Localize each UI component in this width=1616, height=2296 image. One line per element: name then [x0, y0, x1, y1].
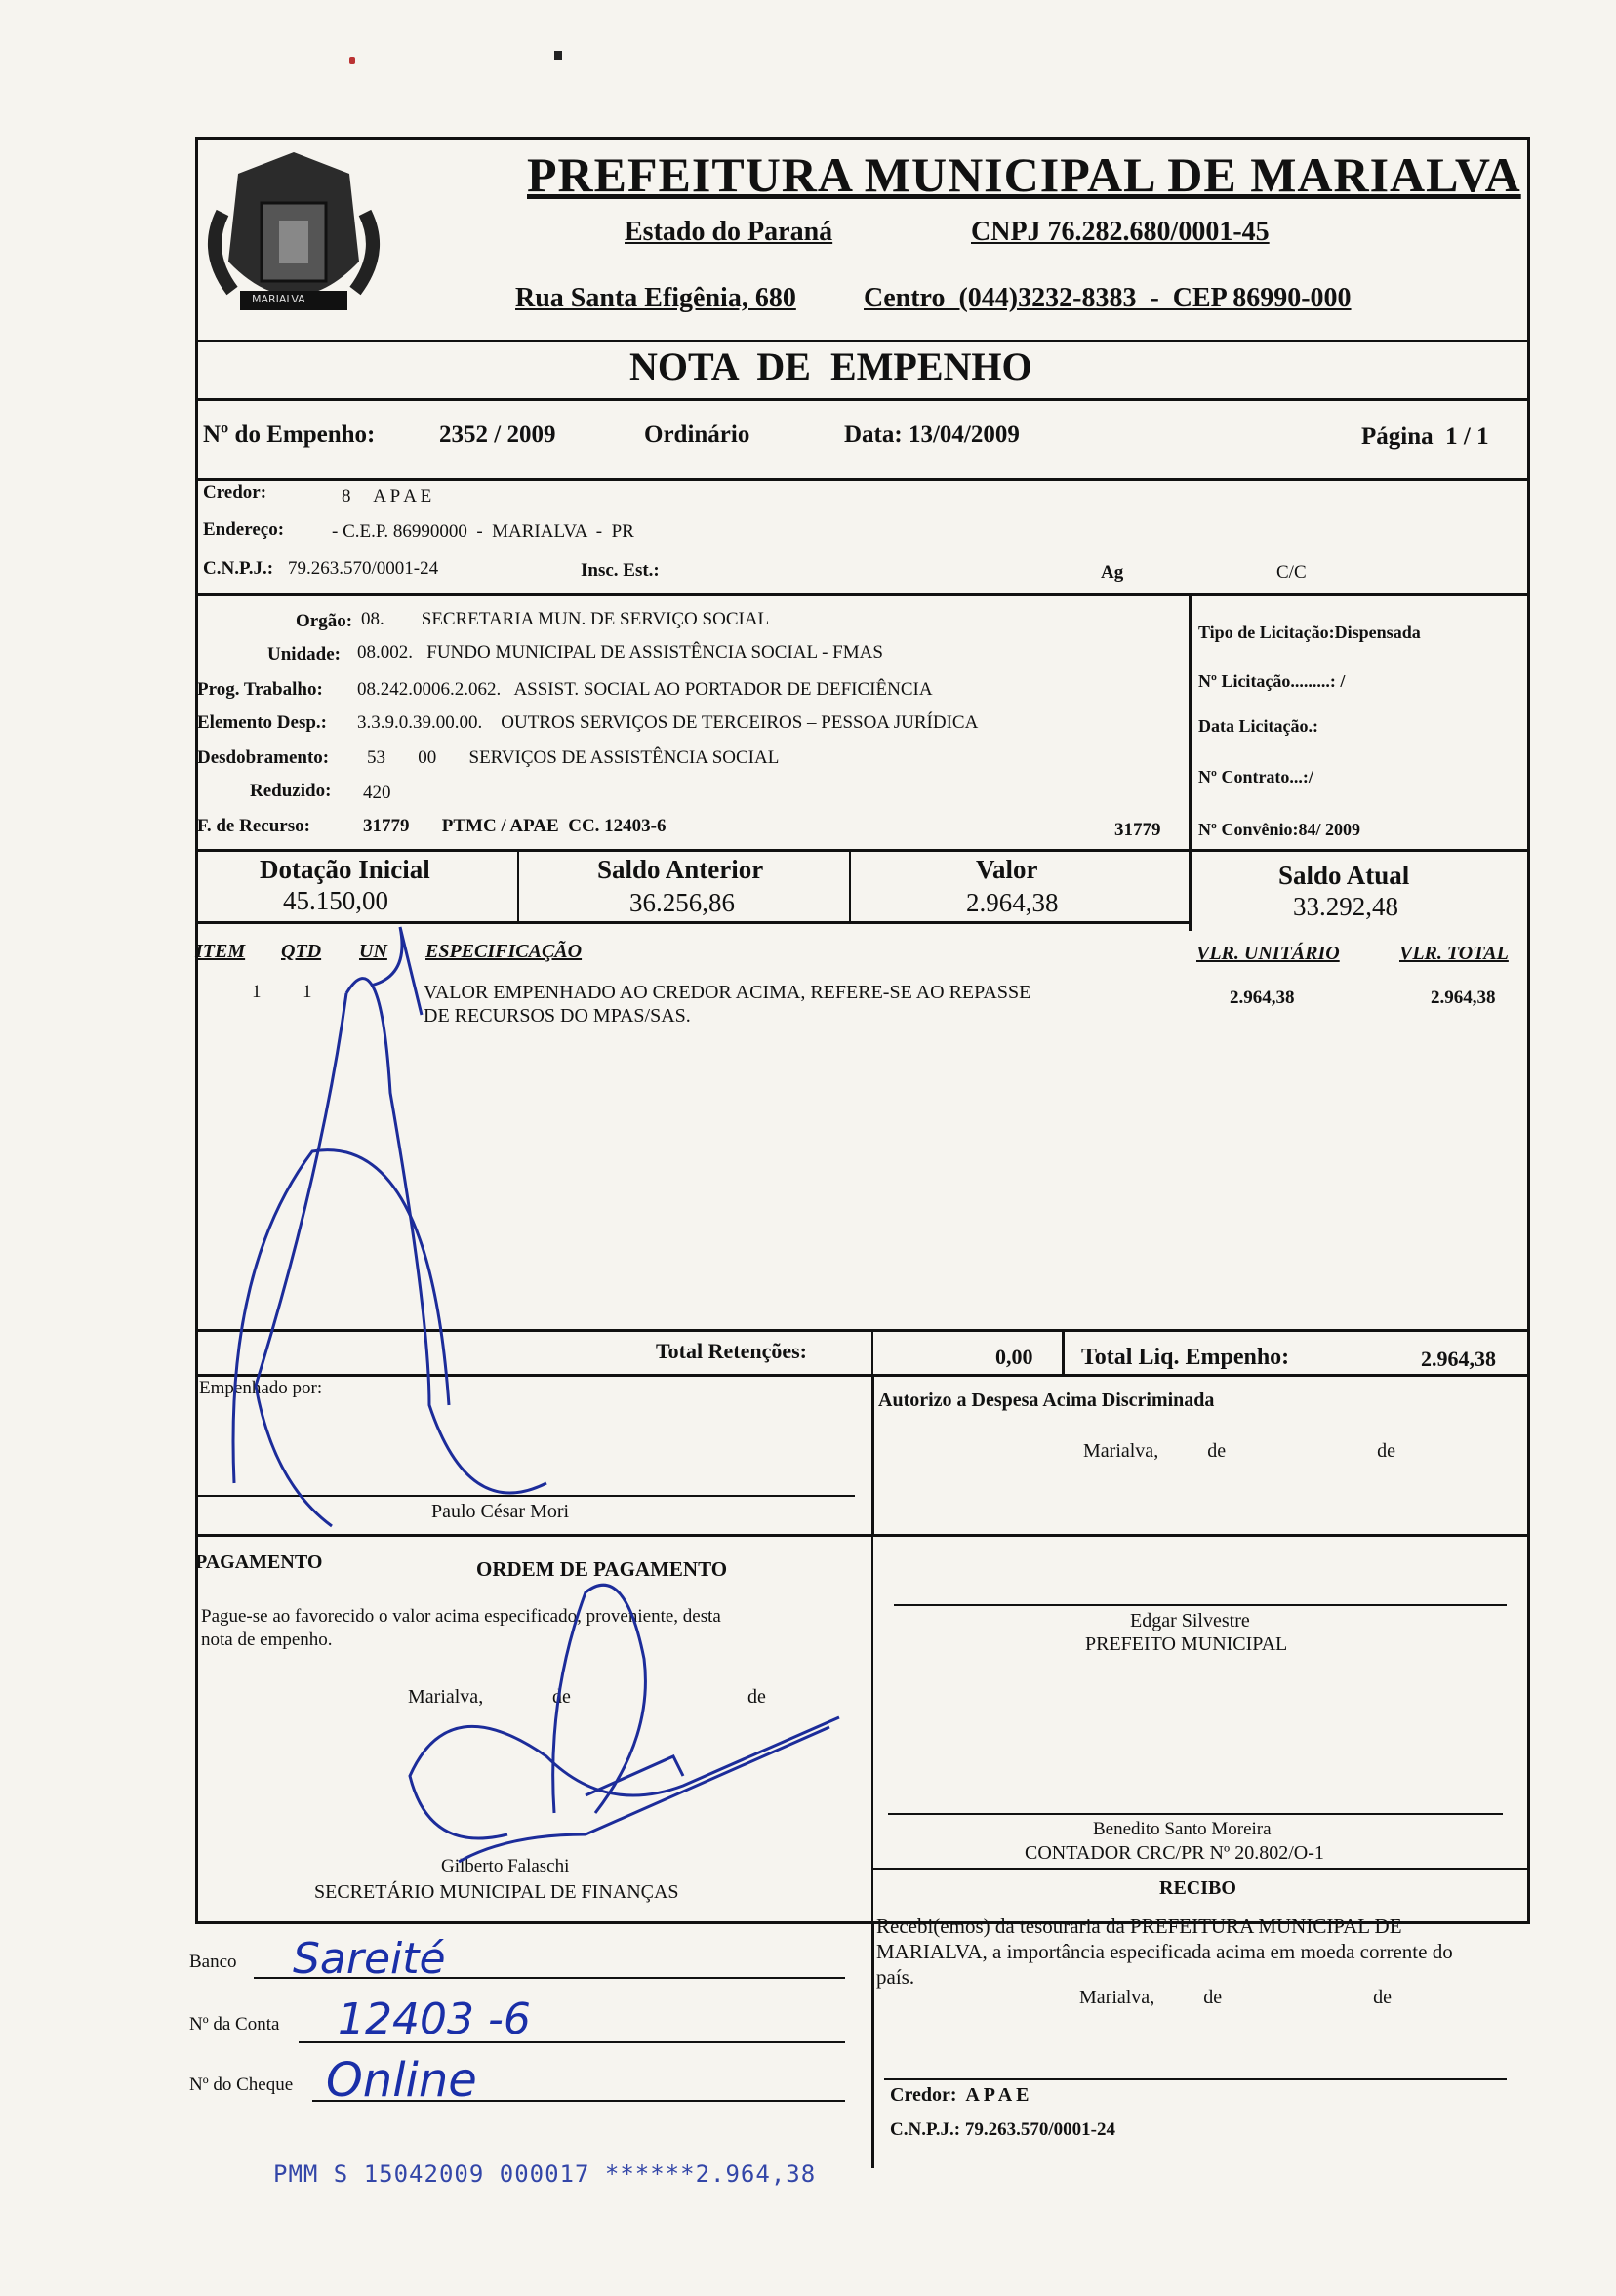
cnpj-value: 79.263.570/0001-24	[288, 558, 439, 579]
prefeito-name: Edgar Silvestre	[1130, 1610, 1250, 1631]
liq-empenho-label: Total Liq. Empenho:	[1081, 1345, 1290, 1370]
insc-label: Insc. Est.:	[581, 560, 660, 581]
dotacao-value: 45.150,00	[283, 886, 388, 915]
secretario-name: Gilberto Falaschi	[441, 1856, 570, 1876]
banco-label: Banco	[189, 1952, 237, 1972]
divider	[871, 1534, 873, 1924]
divider	[195, 921, 1191, 924]
banco-value: Sareité	[293, 1934, 446, 1984]
divider	[871, 1868, 1530, 1870]
address-label: Centro (044)3232-8383 - CEP 86990-000	[864, 283, 1352, 313]
scan-mark	[349, 57, 355, 64]
saldo-anterior-value: 36.256,86	[629, 888, 735, 917]
recibo-text-2: MARIALVA, a importância especificada acima em moeda corrente do	[876, 1940, 1453, 1963]
conta-label: Nº da Conta	[189, 2014, 280, 2034]
recurso-code: 31779	[1114, 820, 1161, 840]
row-item: 1	[252, 982, 262, 1002]
valor-value: 2.964,38	[966, 888, 1059, 917]
document-frame	[195, 137, 1530, 1924]
desdob-value: 53 00 SERVIÇOS DE ASSISTÊNCIA SOCIAL	[367, 747, 780, 768]
page-title: PREFEITURA MUNICIPAL DE MARIALVA	[527, 147, 1521, 202]
saldo-atual-value: 33.292,48	[1293, 892, 1398, 921]
prog-value: 08.242.0006.2.062. ASSIST. SOCIAL AO PORTADOR DE DEFICIÊNCIA	[357, 679, 933, 700]
street-label: Rua Santa Efigênia, 680	[515, 283, 796, 313]
recibo-title: RECIBO	[1159, 1877, 1236, 1899]
divider	[1189, 593, 1192, 849]
signature-line	[888, 1813, 1503, 1815]
divider	[195, 1329, 1530, 1332]
divider	[849, 849, 851, 921]
reduzido-value: 420	[363, 783, 391, 803]
recurso-value: 31779 PTMC / APAE CC. 12403-6	[363, 816, 667, 836]
col-especificacao: ESPECIFICAÇÃO	[425, 941, 583, 962]
unidade-value: 08.002. FUNDO MUNICIPAL DE ASSISTÊNCIA SOCIAL - FMAS	[357, 642, 883, 663]
reduzido-label: Reduzido:	[250, 781, 332, 801]
empenho-number-label: Nº do Empenho:	[203, 422, 376, 448]
page-number: Página 1 / 1	[1361, 423, 1489, 450]
recibo-text-1: Recebi(emos) da tesouraria da PREFEITURA MUNICIPAL DE	[876, 1914, 1402, 1938]
col-vlr-total: VLR. TOTAL	[1399, 943, 1509, 964]
divider	[195, 398, 1530, 401]
licitacao-convenio: Nº Convênio:84/ 2009	[1198, 820, 1360, 839]
licitacao-data: Data Licitação.:	[1198, 716, 1318, 736]
divider	[195, 849, 1530, 852]
prefeito-title: PREFEITO MUNICIPAL	[1085, 1633, 1288, 1655]
secretario-title: SECRETÁRIO MUNICIPAL DE FINANÇAS	[314, 1881, 679, 1903]
empenho-date: Data: 13/04/2009	[844, 422, 1020, 448]
recibo-credor: Credor: A P A E	[890, 2084, 1030, 2106]
credor-label: Credor:	[203, 482, 267, 503]
saldo-anterior-label: Saldo Anterior	[597, 855, 764, 884]
cheque-value: Online	[326, 2053, 477, 2108]
divider	[195, 478, 1530, 481]
saldo-atual-label: Saldo Atual	[1278, 861, 1410, 890]
desdob-label: Desdobramento:	[197, 747, 330, 768]
endereco-value: - C.E.P. 86990000 - MARIALVA - PR	[332, 521, 634, 542]
signature-line	[894, 1604, 1507, 1606]
divider	[195, 1534, 1530, 1537]
doc-title: NOTA DE EMPENHO	[629, 344, 1032, 388]
state-label: Estado do Paraná	[625, 217, 833, 247]
licitacao-tipo: Tipo de Licitação:Dispensada	[1198, 623, 1421, 642]
crest-logo	[203, 144, 384, 330]
elemento-value: 3.3.9.0.39.00.00. OUTROS SERVIÇOS DE TERCEIROS – PESSOA JURÍDICA	[357, 712, 979, 733]
valor-label: Valor	[976, 855, 1038, 884]
prog-label: Prog. Trabalho:	[197, 679, 323, 700]
divider	[195, 593, 1530, 596]
recurso-label: F. de Recurso:	[197, 816, 310, 836]
recibo-cnpj: C.N.P.J.: 79.263.570/0001-24	[890, 2119, 1115, 2140]
retencoes-value: 0,00	[995, 1345, 1033, 1369]
crest-banner-text: MARIALVA	[252, 293, 305, 305]
ag-label: Ag	[1101, 562, 1124, 583]
retencoes-label: Total Retenções:	[656, 1339, 807, 1363]
orgao-value: 08. SECRETARIA MUN. DE SERVIÇO SOCIAL	[361, 609, 770, 629]
row-total-value: 2.964,38	[1431, 987, 1496, 1008]
signature-line	[195, 1495, 855, 1497]
row-desc-line1: VALOR EMPENHADO AO CREDOR ACIMA, REFERE-SE AO REPASSE	[424, 982, 1031, 1003]
pagamento-de-1: de	[552, 1686, 571, 1708]
contador-title: CONTADOR CRC/PR Nº 20.802/O-1	[1025, 1842, 1324, 1864]
pagamento-text-1: Pague-se ao favorecido o valor acima especificado, proveniente, desta	[201, 1606, 721, 1627]
cc-label: C/C	[1276, 562, 1307, 583]
divider	[1062, 1329, 1065, 1374]
row-unit-value: 2.964,38	[1230, 987, 1295, 1008]
empenhado-name: Paulo César Mori	[431, 1501, 570, 1522]
cnpj-label: CNPJ 76.282.680/0001-45	[971, 217, 1270, 247]
autorizo-date: Marialva, de de	[1083, 1440, 1395, 1462]
empenho-number: 2352 / 2009	[439, 422, 556, 448]
elemento-label: Elemento Desp.:	[197, 712, 327, 733]
orgao-label: Orgão:	[296, 611, 353, 631]
col-qtd: QTD	[281, 941, 322, 962]
row-desc-line2: DE RECURSOS DO MPAS/SAS.	[424, 1005, 691, 1027]
divider	[884, 2078, 1507, 2080]
cnpj-label: C.N.P.J.:	[203, 558, 274, 579]
col-un: UN	[359, 941, 387, 962]
pagamento-text-2: nota de empenho.	[201, 1630, 333, 1650]
col-item: ITEM	[195, 941, 246, 962]
licitacao-numero: Nº Licitação.........: /	[1198, 671, 1346, 691]
divider	[871, 1329, 873, 1374]
divider	[195, 1374, 1530, 1377]
pagamento-de-2: de	[747, 1686, 766, 1708]
dotacao-label: Dotação Inicial	[260, 855, 430, 884]
contador-name: Benedito Santo Moreira	[1093, 1819, 1272, 1839]
ordem-pagamento-label: ORDEM DE PAGAMENTO	[476, 1557, 728, 1581]
cheque-label: Nº do Cheque	[189, 2074, 294, 2095]
empenho-type: Ordinário	[644, 422, 750, 448]
divider	[195, 340, 1530, 342]
conta-value: 12403 -6	[338, 1994, 531, 2044]
recibo-text-3: país.	[876, 1965, 915, 1989]
divider	[1189, 849, 1192, 931]
col-vlr-unitario: VLR. UNITÁRIO	[1196, 943, 1340, 964]
scan-mark	[554, 51, 562, 60]
autorizo-text: Autorizo a Despesa Acima Discriminada	[878, 1390, 1215, 1411]
divider	[871, 1374, 874, 1535]
divider	[871, 1924, 874, 2168]
credor-value: 8 A P A E	[342, 486, 432, 506]
licitacao-contrato: Nº Contrato...:/	[1198, 767, 1313, 786]
divider	[517, 849, 519, 921]
liq-empenho-value: 2.964,38	[1421, 1347, 1496, 1371]
unidade-label: Unidade:	[267, 644, 341, 665]
recibo-date: Marialva, de de	[1079, 1987, 1392, 2008]
row-qtd: 1	[303, 982, 312, 1002]
endereco-label: Endereço:	[203, 519, 285, 540]
pagamento-marialva: Marialva,	[408, 1686, 484, 1708]
empenhado-label: Empenhado por:	[199, 1378, 323, 1398]
footer-stamp: PMM S 15042009 000017 ******2.964,38	[273, 2160, 817, 2188]
pagamento-label: PAGAMENTO	[195, 1551, 323, 1573]
